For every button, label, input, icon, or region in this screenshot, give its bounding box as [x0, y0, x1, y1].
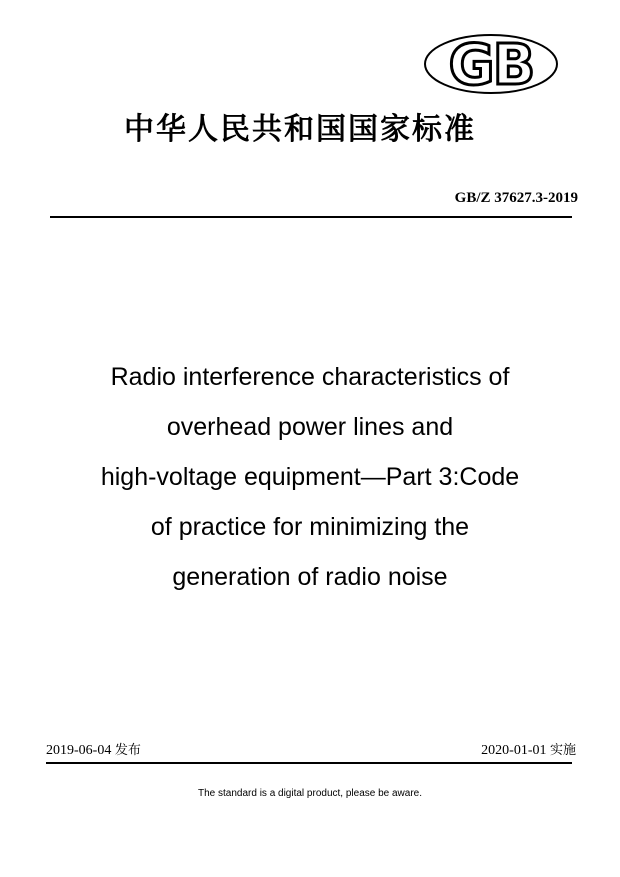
title-line: generation of radio noise: [172, 563, 448, 591]
title-line: of practice for minimizing the: [150, 513, 470, 541]
document-title: [40, 352, 580, 602]
country-standard-title: 中华人民共和国国家标准: [124, 112, 476, 147]
digital-product-notice: The standard is a digital product, please be aware.: [197, 788, 423, 799]
issue-date-block: [46, 741, 141, 761]
gb-logo: [424, 34, 558, 94]
header-divider: [50, 216, 572, 218]
standard-number: GB/Z 37627.3-2019: [454, 190, 578, 206]
effective-date-block: [481, 741, 576, 761]
title-line: high-voltage equipment—Part 3:Code: [100, 463, 520, 491]
effective-date: 2020-01-01: [481, 743, 547, 758]
title-line: overhead power lines and: [166, 413, 454, 441]
footer-divider: [46, 762, 572, 764]
issue-label: 发布: [114, 743, 141, 758]
gb-logo-graphic: [424, 34, 558, 94]
gb-logo-text: GB: [448, 34, 534, 94]
effective-label: 实施: [549, 743, 576, 758]
title-line: Radio interference characteristics of: [110, 363, 510, 391]
issue-date: 2019-06-04: [46, 743, 112, 758]
